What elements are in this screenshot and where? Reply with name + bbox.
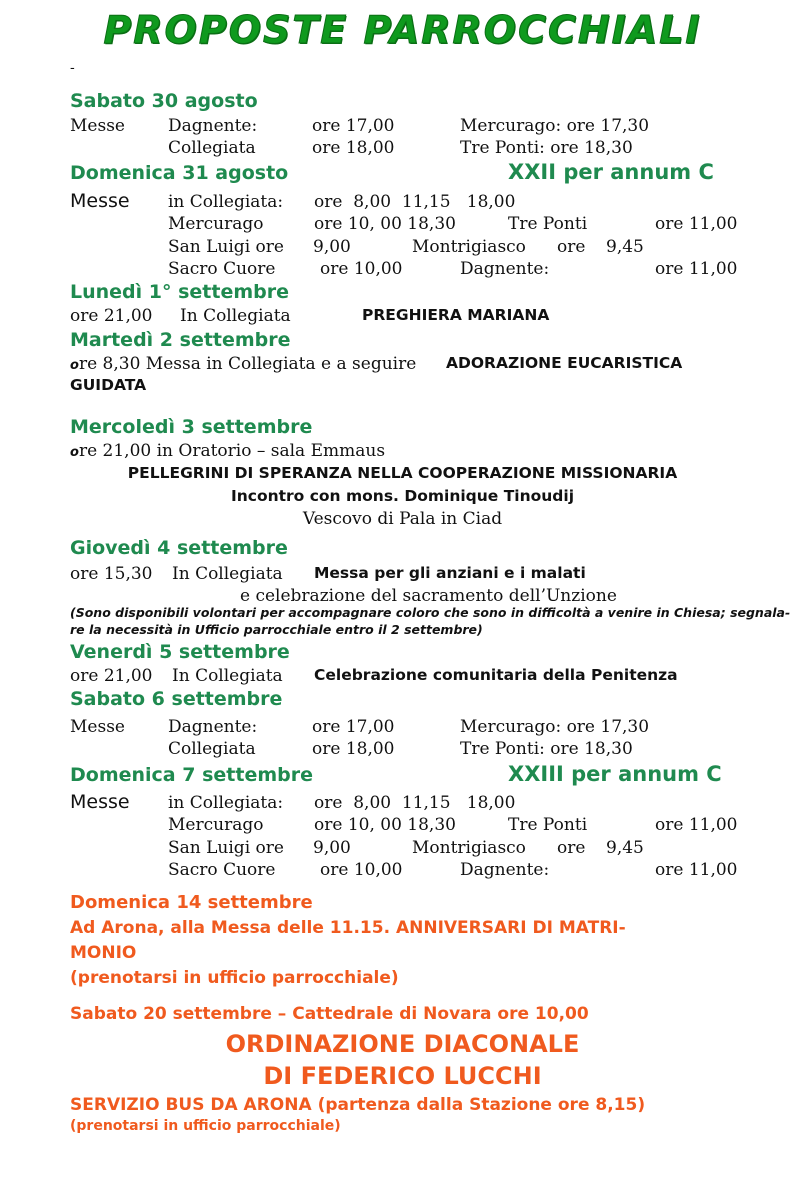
heading-domenica-14: Domenica 14 settembre: [70, 892, 313, 913]
location-tre-ponti: Tre Ponti: ore 18,30: [460, 138, 633, 158]
time-dagnente: ore 11,00: [655, 860, 738, 880]
event-text: re 8,30 Messa in Collegiata e a seguire: [78, 354, 417, 374]
heading-sabato-20: Sabato 20 settembre – Cattedrale di Novara ore 10,00: [70, 1004, 589, 1024]
times-collegiata: ore 8,00 11,15 18,00: [314, 793, 516, 813]
location-sacro-cuore: Sacro Cuore: [168, 860, 276, 880]
times-mercurago: ore 10, 00 18,30: [314, 815, 456, 835]
location-dagnente: Dagnente:: [460, 860, 550, 880]
location-collegiata: in Collegiata:: [168, 793, 284, 813]
location-montrigiasco: Montrigiasco: [412, 838, 526, 858]
heading-lunedi-1: Lunedì 1° settembre: [70, 281, 290, 303]
time-tre-ponti: ore 11,00: [655, 214, 738, 234]
messe-label: Messe: [70, 116, 125, 136]
messe-label: Messe: [70, 190, 130, 212]
location-mercurago: Mercurago: ore 17,30: [460, 717, 650, 737]
time-sacro-cuore: ore 10,00: [320, 259, 403, 279]
event-anniversari-continued: MONIO: [70, 943, 137, 963]
times-collegiata: ore 8,00 11,15 18,00: [314, 192, 516, 212]
event-place: In Collegiata: [180, 306, 291, 326]
heading-domenica-31: Domenica 31 agosto: [70, 162, 289, 184]
heading-sabato-30: Sabato 30 agosto: [70, 90, 258, 112]
page-title: PROPOSTE PARROCCHIALI: [103, 8, 702, 52]
event-title: ADORAZIONE EUCARISTICA: [446, 354, 683, 372]
location-collegiata: Collegiata: [168, 739, 256, 759]
liturgy-label: XXIII per annum C: [508, 762, 722, 786]
event-title: Celebrazione comunitaria della Penitenza: [314, 666, 678, 684]
location-san-luigi: San Luigi ore: [168, 838, 284, 858]
time-dagnente: ore 17,00: [312, 717, 395, 737]
event-headline: PELLEGRINI DI SPERANZA NELLA COOPERAZIONE MISSIONARIA: [127, 464, 678, 482]
location-dagnente: Dagnente:: [168, 116, 258, 136]
headline-federico-lucchi: DI FEDERICO LUCCHI: [263, 1062, 542, 1090]
heading-martedi-2: Martedì 2 settembre: [70, 329, 291, 351]
ore-label: ore: [557, 237, 586, 257]
heading-giovedi-4: Giovedì 4 settembre: [70, 537, 288, 559]
heading-mercoledi-3: Mercoledì 3 settembre: [70, 416, 313, 438]
event-note-continued: re la necessità in Ufficio parrocchiale entro il 2 settembre): [70, 622, 483, 637]
guest-role: Vescovo di Pala in Ciad: [302, 509, 503, 529]
location-collegiata: Collegiata: [168, 138, 256, 158]
ore-label: ore: [557, 838, 586, 858]
location-mercurago: Mercurago: [168, 815, 264, 835]
messe-label: Messe: [70, 717, 125, 737]
location-collegiata: in Collegiata:: [168, 192, 284, 212]
location-tre-ponti: Tre Ponti: [508, 214, 588, 234]
location-san-luigi: San Luigi ore: [168, 237, 284, 257]
event-title: Messa per gli anziani e i malati: [314, 564, 586, 582]
heading-domenica-7: Domenica 7 settembre: [70, 764, 313, 786]
time-san-luigi: 9,00: [313, 237, 351, 257]
event-anniversari: Ad Arona, alla Messa delle 11.15. ANNIVERSARI DI MATRI-: [70, 918, 626, 938]
location-montrigiasco: Montrigiasco: [412, 237, 526, 257]
event-place: In Collegiata: [172, 564, 283, 584]
heading-venerdi-5: Venerdì 5 settembre: [70, 641, 290, 663]
bus-service: SERVIZIO BUS DA ARONA (partenza dalla Stazione ore 8,15): [70, 1095, 646, 1115]
location-tre-ponti: Tre Ponti: ore 18,30: [460, 739, 633, 759]
booking-note: (prenotarsi in ufficio parrocchiale): [70, 968, 399, 988]
booking-note: (prenotarsi in ufficio parrocchiale): [70, 1118, 341, 1134]
time-montrigiasco: 9,45: [606, 838, 644, 858]
time-collegiata: ore 18,00: [312, 138, 395, 158]
time-tre-ponti: ore 11,00: [655, 815, 738, 835]
event-line: [70, 354, 416, 374]
event-place: In Collegiata: [172, 666, 283, 686]
liturgy-label: XXII per annum C: [508, 160, 714, 184]
event-time: ore 21,00: [70, 306, 153, 326]
initial-letter: o: [70, 358, 79, 373]
time-dagnente: ore 11,00: [655, 259, 738, 279]
location-tre-ponti: Tre Ponti: [508, 815, 588, 835]
location-sacro-cuore: Sacro Cuore: [168, 259, 276, 279]
messe-label: Messe: [70, 791, 130, 813]
event-note: (Sono disponibili volontari per accompagnare coloro che sono in difficoltà a venire in Chiesa; segnala-: [70, 605, 791, 620]
time-montrigiasco: 9,45: [606, 237, 644, 257]
event-text: re 21,00 in Oratorio – sala Emmaus: [78, 441, 386, 461]
separator-dash: -: [70, 60, 75, 76]
event-time: ore 21,00: [70, 666, 153, 686]
event-guest: Incontro con mons. Dominique Tinoudij: [230, 487, 575, 505]
event-title-continued: GUIDATA: [70, 376, 147, 394]
time-sacro-cuore: ore 10,00: [320, 860, 403, 880]
event-title: PREGHIERA MARIANA: [362, 306, 550, 324]
location-mercurago: Mercurago: [168, 214, 264, 234]
time-collegiata: ore 18,00: [312, 739, 395, 759]
event-subtitle: e celebrazione del sacramento dell’Unzione: [240, 586, 617, 606]
event-time: ore 15,30: [70, 564, 153, 584]
times-mercurago: ore 10, 00 18,30: [314, 214, 456, 234]
location-dagnente: Dagnente:: [168, 717, 258, 737]
time-dagnente: ore 17,00: [312, 116, 395, 136]
headline-ordinazione: ORDINAZIONE DIACONALE: [225, 1030, 580, 1058]
time-san-luigi: 9,00: [313, 838, 351, 858]
event-line: [70, 441, 385, 461]
initial-letter: o: [70, 445, 79, 460]
location-mercurago: Mercurago: ore 17,30: [460, 116, 650, 136]
heading-sabato-6: Sabato 6 settembre: [70, 688, 283, 710]
location-dagnente: Dagnente:: [460, 259, 550, 279]
